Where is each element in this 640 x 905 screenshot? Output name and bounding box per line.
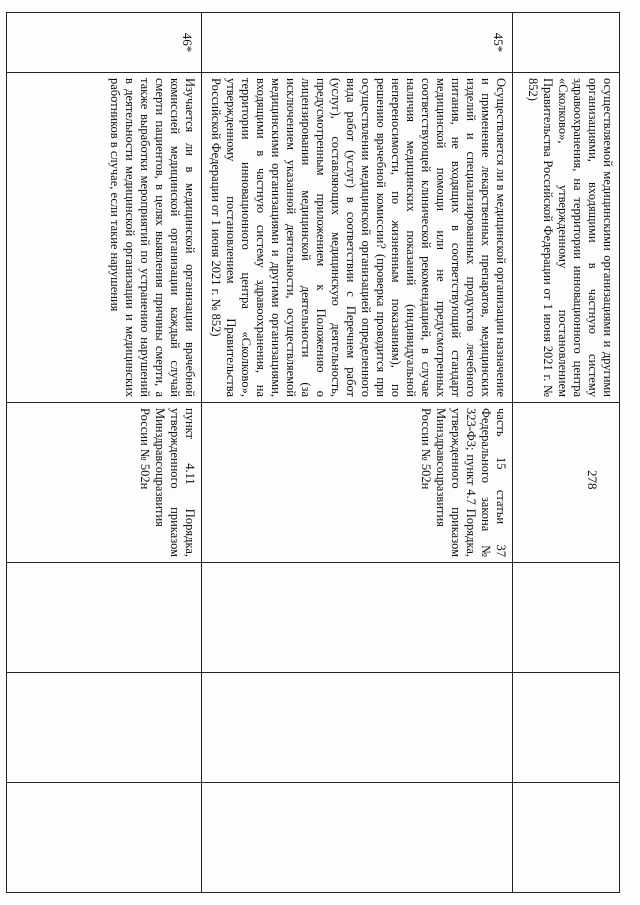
note-cell — [202, 783, 513, 893]
legal-reference: часть 15 статьи 37 Федерального закона № 323-ФЗ; пункт 4.7 Порядка, утвержденного приказом Минздравсоцразвития России № 502н — [202, 403, 513, 563]
answer-no-cell — [513, 673, 620, 783]
page-number: 278 — [585, 470, 600, 490]
answer-yes-cell — [7, 563, 202, 673]
row-number: 46* — [7, 13, 202, 73]
row-number: 45* — [202, 13, 513, 73]
criterion-text: осуществляемой медицинскими организациями и другими организациями, входящими в частную систему здравоохранения, на территории инновационного центра «Сколково», утвержденному постановлением Правительства Российской Федерации от 1 июня 2021 г. № 852) — [513, 73, 620, 403]
note-cell — [7, 783, 202, 893]
requirements-table — [6, 12, 620, 893]
answer-no-cell — [202, 673, 513, 783]
table-row — [7, 13, 202, 893]
criterion-text: Изучается ли в медицинской организации врачебной комиссией медицинской организации каждый случай смерти пациентов, в целях выявления причины смерти, а также выработки мероприятий по устранению нарушений в деятельности медицинской организации и медицинских работников в случае, если такие нарушения — [7, 73, 202, 403]
row-number — [513, 13, 620, 73]
legal-reference — [513, 403, 620, 563]
answer-yes-cell — [513, 563, 620, 673]
answer-yes-cell — [202, 563, 513, 673]
note-cell — [513, 783, 620, 893]
legal-reference: пункт 4.11 Порядка, утвержденного приказом Минздравсоцразвития России № 502н — [7, 403, 202, 563]
criterion-text: Осуществляется ли в медицинской организации назначение и применение лекарственных препаратов, медицинских изделий и специализированных продуктов лечебного питания, не входящих в соответствующий стандарт медицинской помощи или не предусмотренных соответствующей клинической рекомендацией, в случае наличия медицинских показаний (индивидуальной непереносимости, по жизненным показаниям), по решению врачебной комиссии? (проверка проводится при осуществлении медицинской организацией определенного вида работ (услуг) в соответствии с Перечнем работ (услуг), составляющих медицинскую деятельность, предусмотренным приложением к Положению о лицензировании медицинской деятельности (за исключением указанной деятельности, осуществляемой медицинскими организациями и другими организациями, входящими в частную систему здравоохранения, на территории инновационного центра «Сколково», утвержденному постановлением Правительства Российской Федерации от 1 июня 2021 г. № 852) — [202, 73, 513, 403]
table-row — [202, 13, 513, 893]
table-row — [513, 13, 620, 893]
answer-no-cell — [7, 673, 202, 783]
rotated-table-wrapper — [40, 12, 620, 892]
